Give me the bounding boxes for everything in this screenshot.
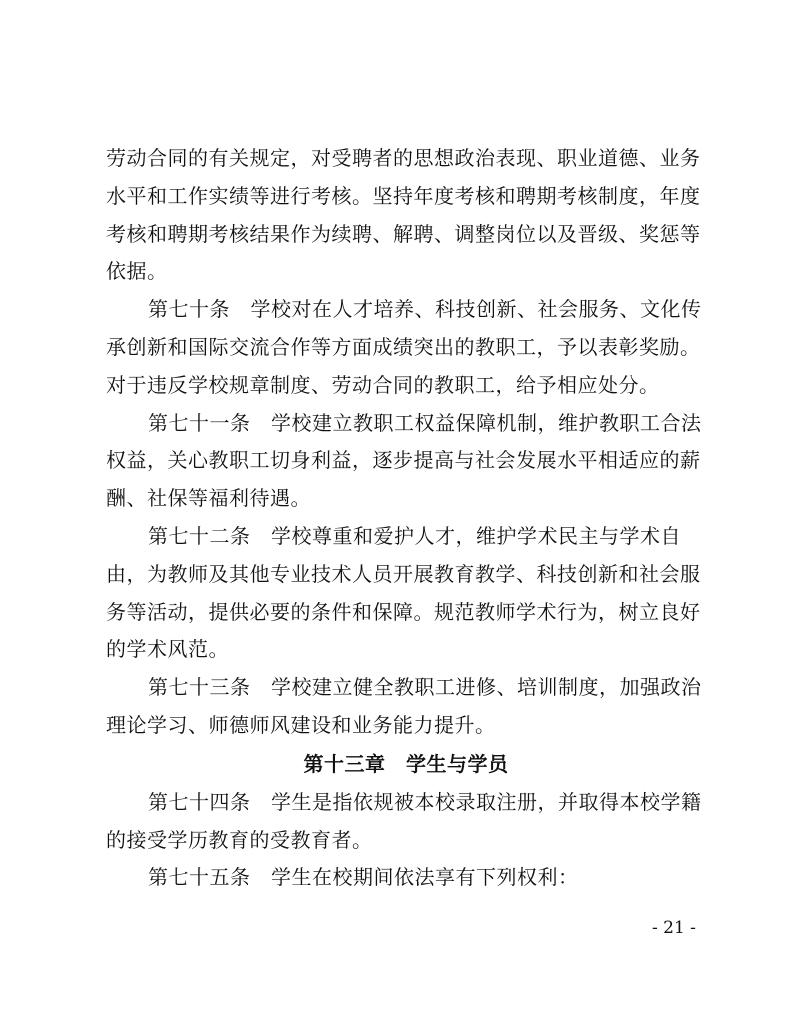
article-74-start: 第七十四条 学生是指依规被本校录取注册，并取得本校学籍 [148,789,702,814]
text-line: 水平和工作实绩等进行考核。坚持年度考核和聘期考核制度，年度 [106,183,701,208]
text-line: 依据。 [106,259,168,284]
article-72-start: 第七十二条 学校尊重和爱护人才，维护学术民主与学术自 [148,523,681,548]
text-line: 承创新和国际交流合作等方面成绩突出的教职工，予以表彰奖励。 [106,334,701,359]
article-75-start: 第七十五条 学生在校期间依法享有下列权利： [148,865,579,890]
text-line: 考核和聘期考核结果作为续聘、解聘、调整岗位以及晋级、奖惩等 [106,221,701,246]
text-line: 劳动合同的有关规定，对受聘者的思想政治表现、职业道德、业务 [106,146,701,170]
article-71-start: 第七十一条 学校建立教职工权益保障机制，维护教职工合法 [148,410,702,435]
chapter-heading: 第十三章 学生与学员 [303,751,509,776]
text-line: 对于违反学校规章制度、劳动合同的教职工，给予相应处分。 [106,372,660,397]
text-line: 务等活动，提供必要的条件和保障。规范教师学术行为，树立良好 [106,599,701,624]
page-number: - 21 - [652,918,696,938]
text-line: 由，为教师及其他专业技术人员开展教育教学、科技创新和社会服 [106,561,701,586]
text-line: 理论学习、师德师风建设和业务能力提升。 [106,712,496,737]
text-line: 的学术风范。 [106,637,229,662]
text-line: 的接受学历教育的受教育者。 [106,827,373,852]
article-70-start: 第七十条 学校对在人才培养、科技创新、社会服务、文化传 [148,297,702,322]
text-line: 酬、社保等福利待遇。 [106,486,311,511]
text-line: 权益，关心教职工切身利益，逐步提高与社会发展水平相适应的薪 [106,448,701,473]
article-73-start: 第七十三条 学校建立健全教职工进修、培训制度，加强政治 [148,675,702,700]
document-body [106,140,706,897]
